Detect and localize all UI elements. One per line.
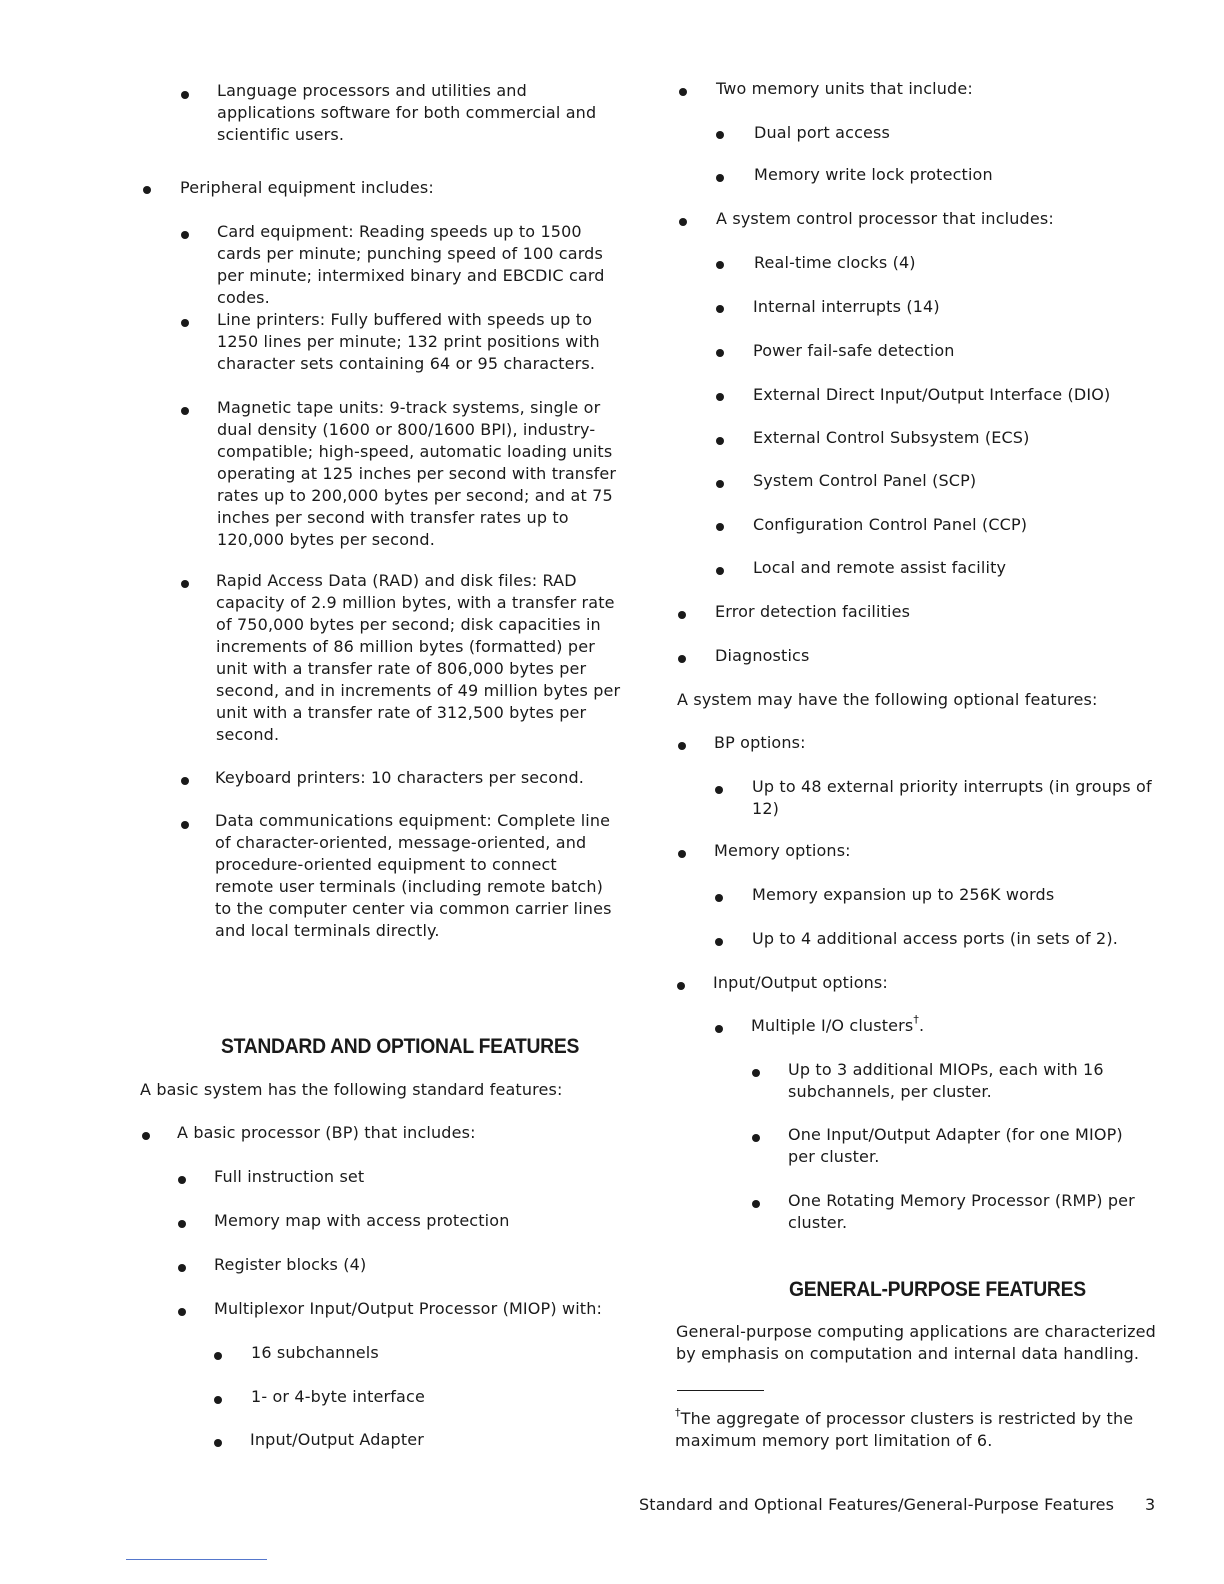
list-item: One Rotating Memory Processor (RMP) per cluster.: [788, 1191, 1135, 1232]
bullet-icon: [678, 655, 686, 663]
list-item: A basic processor (BP) that includes:: [177, 1123, 476, 1142]
bullet-icon: [716, 305, 724, 313]
bullet-icon: [716, 523, 724, 531]
bullet-icon: [716, 349, 724, 357]
bullet-icon: [752, 1069, 760, 1077]
list-item: Error detection facilities: [715, 602, 911, 621]
list-item: Diagnostics: [715, 646, 810, 665]
bullet-icon: [178, 1308, 186, 1316]
list-item: Input/Output Adapter: [250, 1430, 424, 1449]
list-item: Register blocks (4): [214, 1255, 367, 1274]
bullet-icon: [678, 742, 686, 750]
bullet-icon: [715, 894, 723, 902]
list-item: Keyboard printers: 10 characters per second.: [215, 768, 585, 787]
list-item: Up to 4 additional access ports (in sets of 2).: [752, 929, 1118, 948]
bullet-icon: [178, 1264, 186, 1272]
footnote-text: The aggregate of processor clusters is restricted by the maximum memory port limitation of 6.: [675, 1409, 1134, 1450]
section-title: STANDARD AND OPTIONAL FEATURES: [221, 1035, 580, 1058]
list-item: Internal interrupts (14): [753, 297, 940, 316]
list-item: Language processors and utilities and applications software for both commercial and scientific users.: [217, 81, 597, 144]
list-item: Card equipment: Reading speeds up to 1500 cards per minute; punching speed of 100 cards per minute; intermixed binary and EBCDIC card codes.: [217, 222, 605, 307]
list-item: Dual port access: [754, 123, 890, 142]
section-title: GENERAL-PURPOSE FEATURES: [789, 1278, 1086, 1301]
bullet-icon: [677, 982, 685, 990]
list-item: External Control Subsystem (ECS): [753, 428, 1030, 447]
bullet-icon: [143, 186, 151, 194]
list-item: Memory expansion up to 256K words: [752, 885, 1055, 904]
list-item: Memory map with access protection: [214, 1211, 510, 1230]
bullet-icon: [715, 786, 723, 794]
running-footer: Standard and Optional Features/General-Purpose Features: [639, 1495, 1115, 1514]
bullet-icon: [181, 580, 189, 588]
paragraph: General-purpose computing applications are characterized by emphasis on computation and internal data handling.: [676, 1322, 1156, 1363]
bullet-icon: [716, 480, 724, 488]
bullet-icon: [214, 1352, 222, 1360]
bullet-icon: [752, 1134, 760, 1142]
bullet-icon: [214, 1439, 222, 1447]
list-item: Magnetic tape units: 9-track systems, single or dual density (1600 or 800/1600 BPI), industry-compatible; high-speed, automatic loading units operating at 125 inches per second with transfer rates up to 200,000 bytes per second; and at 75 inches per second with transfer rates up to 120,000 bytes per second.: [217, 398, 617, 549]
list-item: System Control Panel (SCP): [753, 471, 977, 490]
list-item: Input/Output options:: [713, 973, 888, 992]
dagger-mark: †: [913, 1013, 919, 1026]
list-item: Up to 48 external priority interrupts (in groups of 12): [752, 777, 1152, 818]
divider: [126, 1559, 267, 1560]
bullet-icon: [214, 1396, 222, 1404]
list-item: A system control processor that includes:: [716, 209, 1054, 228]
list-item: Up to 3 additional MIOPs, each with 16 subchannels, per cluster.: [788, 1060, 1104, 1101]
bullet-icon: [178, 1176, 186, 1184]
bullet-icon: [752, 1200, 760, 1208]
list-item: External Direct Input/Output Interface (DIO): [753, 385, 1111, 404]
list-item: Two memory units that include:: [716, 79, 973, 98]
list-item: Data communications equipment: Complete line of character-oriented, message-oriented, and procedure-oriented equipment to connect remote user terminals (including remote batch) to the computer center via common carrier lines and local terminals directly.: [215, 811, 612, 940]
list-item: Memory options:: [714, 841, 851, 860]
list-item: Real-time clocks (4): [754, 253, 916, 272]
bullet-icon: [715, 1025, 723, 1033]
list-item: 16 subchannels: [251, 1343, 379, 1362]
bullet-icon: [716, 437, 724, 445]
bullet-icon: [716, 567, 724, 575]
list-item: Rapid Access Data (RAD) and disk files: RAD capacity of 2.9 million bytes, with a transfer rate of 750,000 bytes per second; disk capacities in increments of 86 million bytes (formatted) per unit with a transfer rate of 806,000 bytes per second, and in increments of 49 million bytes per unit with a transfer rate of 312,500 bytes per second.: [216, 571, 621, 744]
list-item: BP options:: [714, 733, 806, 752]
list-item: Peripheral equipment includes:: [180, 178, 434, 197]
bullet-icon: [178, 1220, 186, 1228]
multi-io-end: .: [919, 1016, 925, 1035]
bullet-icon: [716, 131, 724, 139]
bullet-icon: [716, 261, 724, 269]
list-item: Multiplexor Input/Output Processor (MIOP) with:: [214, 1299, 603, 1318]
bullet-icon: [181, 231, 189, 239]
bullet-icon: [181, 407, 189, 415]
bullet-icon: [181, 319, 189, 327]
paragraph: A basic system has the following standard features:: [140, 1080, 563, 1099]
footnote: [675, 1408, 1167, 1452]
multi-io-text: Multiple I/O clusters: [751, 1016, 914, 1035]
footnote-rule: [677, 1390, 764, 1391]
list-item: [751, 1015, 1171, 1037]
bullet-icon: [678, 611, 686, 619]
page-number: 3: [1145, 1495, 1156, 1514]
bullet-icon: [142, 1132, 150, 1140]
list-item: Line printers: Fully buffered with speeds up to 1250 lines per minute; 132 print positions with character sets containing 64 or 95 characters.: [217, 310, 600, 373]
list-item: Local and remote assist facility: [753, 558, 1007, 577]
bullet-icon: [715, 938, 723, 946]
bullet-icon: [181, 91, 189, 99]
list-item: One Input/Output Adapter (for one MIOP) per cluster.: [788, 1125, 1123, 1166]
list-item: Power fail-safe detection: [753, 341, 955, 360]
list-item: Configuration Control Panel (CCP): [753, 515, 1028, 534]
list-item: Memory write lock protection: [754, 165, 993, 184]
paragraph: A system may have the following optional features:: [677, 690, 1098, 709]
bullet-icon: [679, 218, 687, 226]
bullet-icon: [716, 393, 724, 401]
bullet-icon: [181, 821, 189, 829]
list-item: Full instruction set: [214, 1167, 365, 1186]
list-item: 1- or 4-byte interface: [251, 1387, 425, 1406]
bullet-icon: [181, 777, 189, 785]
bullet-icon: [679, 88, 687, 96]
footnote-dagger: †: [675, 1406, 681, 1419]
bullet-icon: [716, 174, 724, 182]
bullet-icon: [678, 850, 686, 858]
